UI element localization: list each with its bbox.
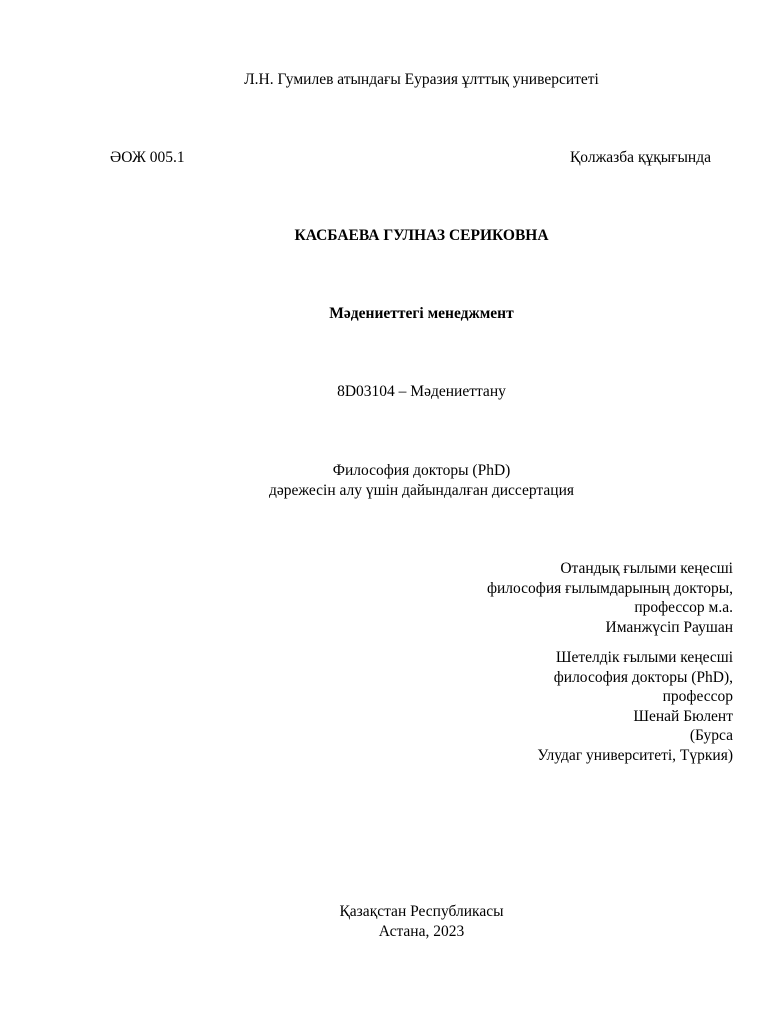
foreign-advisor-line: Шенай Бюлент [633, 707, 733, 725]
foreign-advisor-line: философия докторы (PhD), [553, 668, 733, 686]
footer-city-year: Астана, 2023 [378, 923, 465, 940]
foreign-advisor-line: профессор [662, 688, 733, 706]
domestic-advisor-line: Отандық ғылыми кеңесші [560, 560, 733, 577]
degree-line-1: Философия докторы (PhD) [332, 462, 511, 479]
specialty-code: 8D03104 – Мәдениеттану [337, 383, 506, 400]
manuscript-rights-note: Қолжазба құқығында [569, 149, 711, 166]
domestic-advisor-line: Иманжүсіп Раушан [605, 618, 733, 636]
foreign-advisor-line: Шетелдік ғылыми кеңесші [555, 649, 733, 666]
degree-line-2: дәрежесін алу үшін дайындалған диссертация [269, 482, 574, 499]
domestic-advisor-line: философия ғылымдарының докторы, [486, 579, 733, 597]
dissertation-title: Мәдениеттегі менеджмент [329, 305, 514, 322]
footer-country: Қазақстан Республикасы [339, 903, 504, 920]
author-name: КАСБАЕВА ГУЛНАЗ СЕРИКОВНА [294, 227, 549, 244]
university-name: Л.Н. Гумилев атындағы Еуразия ұлттық университеті [244, 71, 599, 88]
foreign-advisor-line: Улудаг университеті, Түркия) [537, 746, 733, 764]
udc-code: ӘОЖ 005.1 [110, 149, 185, 166]
foreign-advisor-block [537, 648, 733, 766]
domestic-advisor-line: профессор м.а. [634, 599, 733, 617]
foreign-advisor-line: (Бурса [689, 727, 733, 745]
domestic-advisor-block [487, 559, 733, 637]
